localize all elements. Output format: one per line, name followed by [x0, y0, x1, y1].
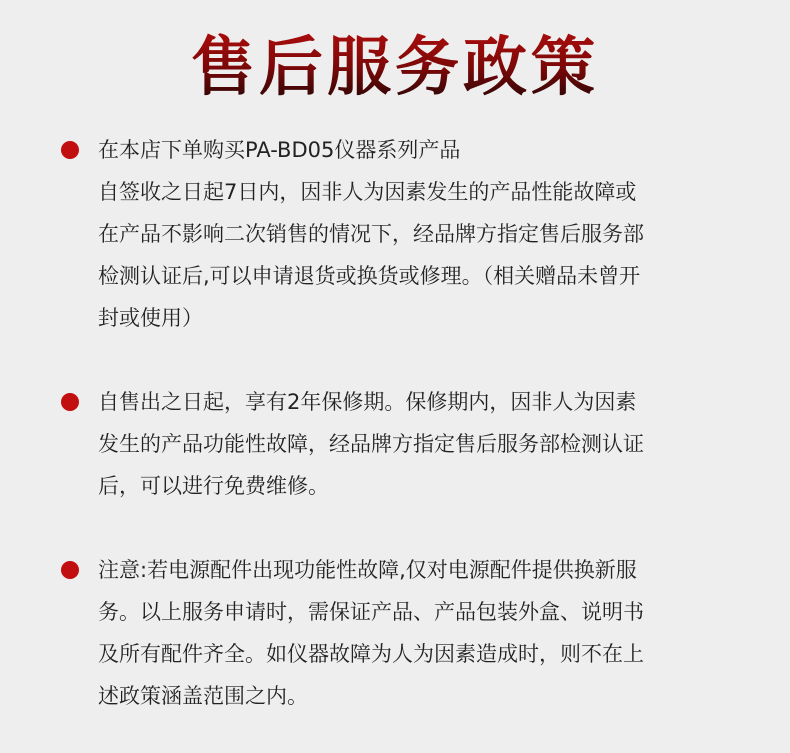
policy-line: 封或使用） — [98, 306, 203, 330]
policy-line: 述政策涵盖范围之内。 — [98, 684, 308, 708]
policy-text — [98, 381, 738, 507]
policy-line: 务。以上服务申请时，需保证产品、产品包装外盒、说明书 — [98, 600, 644, 624]
policy-line: 后，可以进行免费维修。 — [98, 474, 329, 498]
policy-line: 注意:若电源配件出现功能性故障,仅对电源配件提供换新服 — [98, 558, 637, 582]
policy-line: 在本店下单购买PA-BD05仪器系列产品 — [98, 138, 461, 162]
policy-line: 在产品不影响二次销售的情况下，经品牌方指定售后服务部 — [98, 222, 644, 246]
policy-line: 发生的产品功能性故障，经品牌方指定售后服务部检测认证 — [98, 432, 644, 456]
bullet-icon — [61, 561, 79, 579]
policy-line: 检测认证后,可以申请退货或换货或修理。（相关赠品未曾开 — [98, 264, 641, 288]
bullet-icon — [61, 141, 79, 159]
bullet-icon — [61, 393, 79, 411]
policy-text — [98, 549, 738, 717]
page-title: 售后服务政策 — [0, 28, 790, 108]
policy-text — [98, 129, 738, 339]
policy-line: 及所有配件齐全。如仪器故障为人为因素造成时，则不在上 — [98, 642, 644, 666]
policy-line: 自售出之日起，享有2年保修期。保修期内，因非人为因素 — [98, 390, 637, 414]
policy-line: 自签收之日起7日内，因非人为因素发生的产品性能故障或 — [98, 180, 637, 204]
